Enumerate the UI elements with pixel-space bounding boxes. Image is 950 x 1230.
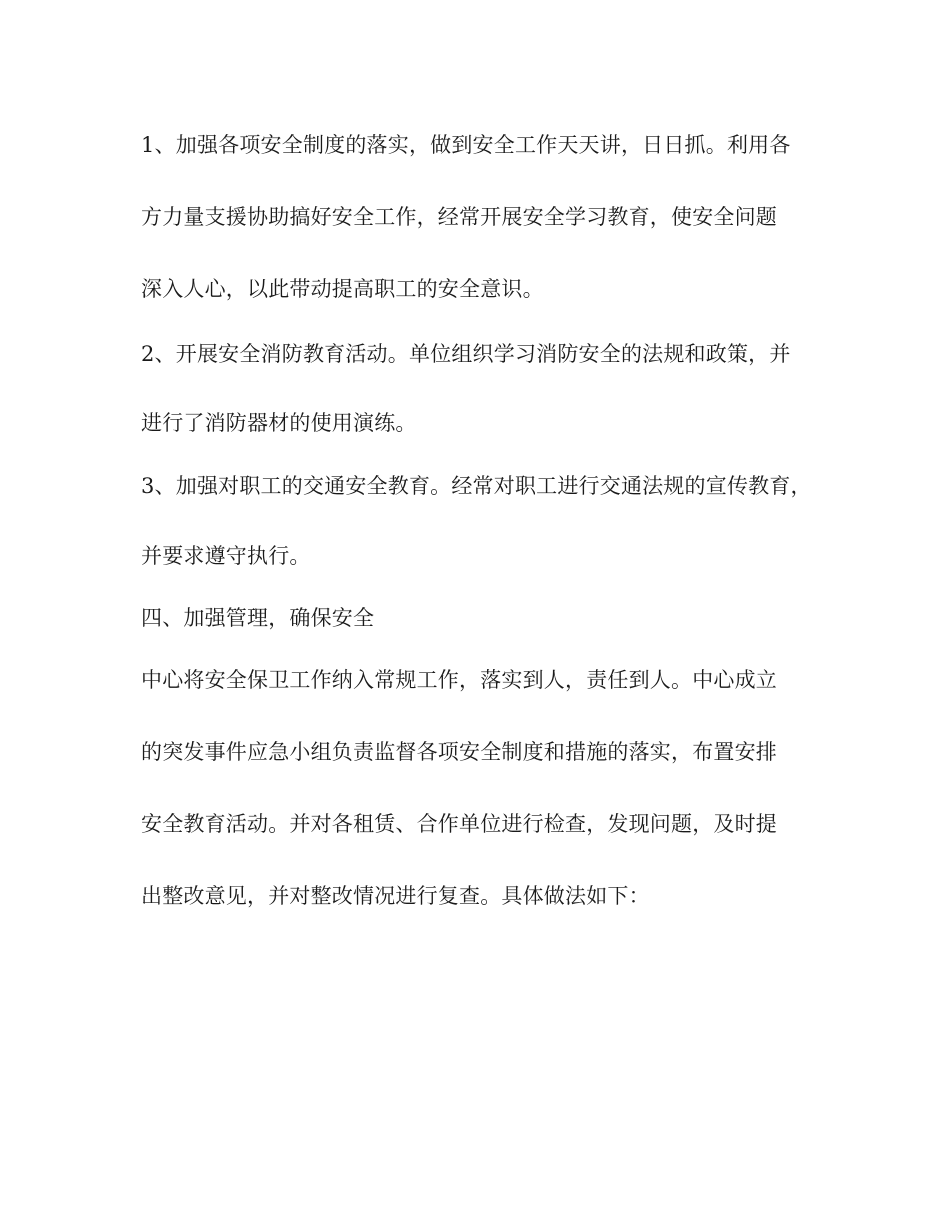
- text-line-4: 2、开展安全消防教育活动。单位组织学习消防安全的法规和政策，并: [141, 342, 791, 366]
- text-line-1: 1、加强各项安全制度的落实，做到安全工作天天讲，日日抓。利用各: [141, 133, 791, 157]
- text-line-10: 的突发事件应急小组负责监督各项安全制度和措施的落实，布置安排: [141, 740, 777, 764]
- text-line-2: 方力量支援协助搞好安全工作，经常开展安全学习教育，使安全问题: [141, 205, 777, 229]
- text-line-9: 中心将安全保卫工作纳入常规工作，落实到人，责任到人。中心成立: [141, 668, 777, 692]
- text-line-5: 进行了消防器材的使用演练。: [141, 411, 417, 435]
- text-line-7: 并要求遵守执行。: [141, 544, 311, 568]
- section-heading: 四、加强管理，确保安全: [141, 606, 375, 630]
- text-line-6: 3、加强对职工的交通安全教育。经常对职工进行交通法规的宣传教育，: [141, 474, 812, 498]
- text-line-12: 出整改意见，并对整改情况进行复查。具体做法如下：: [141, 884, 650, 908]
- text-line-11: 安全教育活动。并对各租赁、合作单位进行检查，发现问题，及时提: [141, 812, 777, 836]
- text-line-3: 深入人心，以此带动提高职工的安全意识。: [141, 277, 544, 301]
